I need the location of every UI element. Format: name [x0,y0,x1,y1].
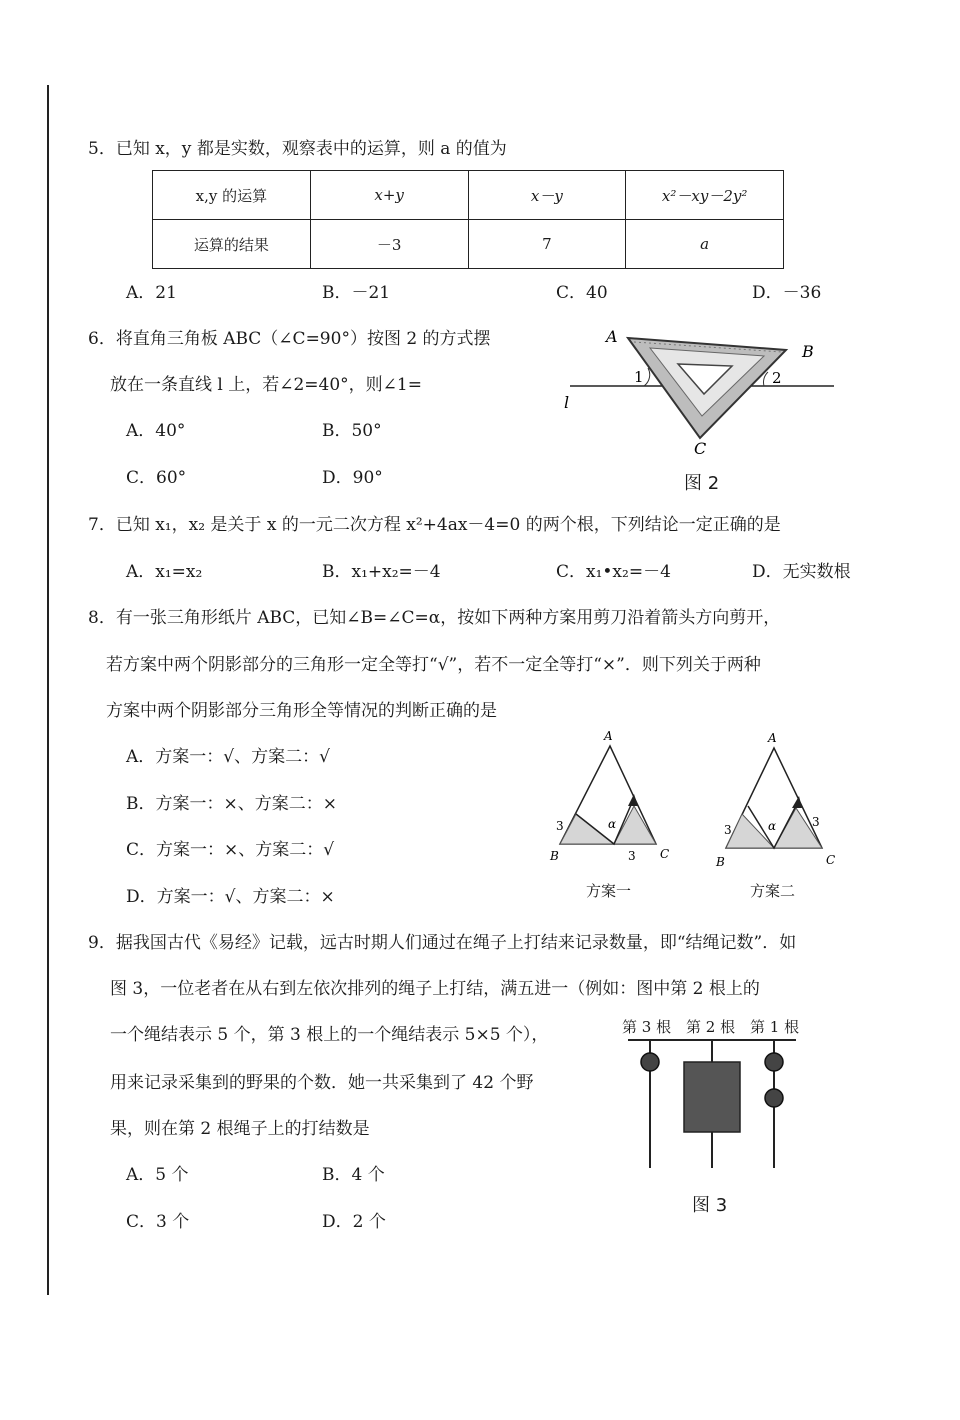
q5-option-d[interactable]: D．－36 [752,283,822,303]
scheme2-label-c: C [826,853,836,867]
q8-option-b[interactable]: B．方案一：×、方案二：× [126,794,337,814]
angle-1-arc [644,368,650,386]
q9-option-a[interactable]: A．5 个 [126,1165,189,1185]
operation-table [152,170,784,269]
scheme1-alpha: α [608,817,617,831]
rope-1-label: 第 1 根 [750,1018,800,1036]
q7-option-a[interactable]: A．x₁=x₂ [126,562,203,582]
table-cell: a [626,220,784,269]
label-b: B [802,342,814,361]
q9-option-b[interactable]: B．4 个 [322,1165,385,1185]
q9-stem-line2: 图 3，一位老者在从右到左依次排列的绳子上打结，满五进一（例如：图中第 2 根上的 [110,979,760,999]
q9-stem-line1: 9．据我国古代《易经》记载，远古时期人们通过在绳子上打结来记录数量，即“结绳记数”．如 [88,933,797,953]
rope-3-knot [641,1053,659,1071]
table-row [153,220,784,269]
angle-2-arc [763,372,768,386]
q5-stem: 5．已知 x，y 都是实数，观察表中的运算，则 a 的值为 [88,139,507,159]
q8-stem-line2: 若方案中两个阴影部分的三角形一定全等打“√”，若不一定全等打“×”．则下列关于两种 [106,655,761,675]
q9-stem-line5: 果，则在第 2 根绳子上的打结数是 [110,1119,370,1139]
q7-stem: 7．已知 x₁，x₂ 是关于 x 的一元二次方程 x²+4ax－4=0 的两个根，下列结论一定正确的是 [88,515,781,535]
scheme2-label-a: A [768,731,777,745]
scheme1-label-c: C [660,847,670,861]
scheme1-shaded-right [614,806,656,844]
table-cell: 7 [468,220,626,269]
scheme2-arrow-icon [792,796,802,808]
margin-line [47,85,49,1295]
rope-2-hidden-block [684,1062,740,1132]
q8-option-d[interactable]: D．方案一：√、方案二：× [126,887,335,907]
table-header-cell: x+y [310,171,468,220]
figure-3-knot-ropes [620,1036,810,1176]
rope-1-knot [765,1053,783,1071]
q7-option-c[interactable]: C．x₁•x₂=－4 [556,562,671,582]
figure-scheme-triangles [548,728,848,878]
q8-option-a[interactable]: A．方案一：√、方案二：√ [126,747,330,767]
table-header-cell: x,y 的运算 [153,171,311,220]
table-cell: 运算的结果 [153,220,311,269]
scheme2-side-3-left: 3 [724,823,732,837]
q6-stem-line2: 放在一条直线 l 上，若∠2=40°，则∠1= [110,375,422,395]
q6-option-a[interactable]: A．40° [126,421,186,441]
q5-option-c[interactable]: C．40 [556,283,608,303]
table-cell: －3 [310,220,468,269]
scheme2-label-b: B [716,855,725,869]
q8-stem-line1: 8．有一张三角形纸片 ABC，已知∠B=∠C=α，按如下两种方案用剪刀沿着箭头方向剪开， [88,608,781,628]
figure-3-caption: 图 3 [692,1195,728,1216]
label-a: A [606,327,618,346]
figure-2-caption: 图 2 [684,473,720,494]
rope-2-label: 第 2 根 [686,1018,736,1036]
angle-2-label: 2 [772,369,782,387]
q6-stem-line1: 6．将直角三角板 ABC（∠C=90°）按图 2 的方式摆 [88,329,491,349]
scheme2-side-3-right: 3 [812,815,820,829]
rope-3-label: 第 3 根 [622,1018,672,1036]
table-row [153,171,784,220]
q9-option-c[interactable]: C．3 个 [126,1212,190,1232]
q6-option-d[interactable]: D．90° [322,468,383,488]
label-c: C [694,439,707,458]
q5-option-a[interactable]: A．21 [126,283,177,303]
q7-option-d[interactable]: D．无实数根 [752,562,851,582]
scheme1-base-3: 3 [628,849,636,863]
scheme1-caption: 方案一 [586,882,632,900]
table-header-cell: x－y [468,171,626,220]
q9-stem-line3: 一个绳结表示 5 个，第 3 根上的一个绳结表示 5×5 个）， [110,1025,549,1045]
q5-option-b[interactable]: B．－21 [322,283,391,303]
scheme2-alpha: α [768,819,777,833]
q8-option-c[interactable]: C．方案一：×、方案二：√ [126,840,335,860]
q9-option-d[interactable]: D．2 个 [322,1212,386,1232]
scheme1-label-b: B [550,849,559,863]
q7-option-b[interactable]: B．x₁+x₂=－4 [322,562,441,582]
q6-option-c[interactable]: C．60° [126,468,187,488]
angle-1-label: 1 [634,368,644,386]
rope-1-knot [765,1089,783,1107]
figure-2-triangle-ruler [550,320,840,470]
q8-stem-line3: 方案中两个阴影部分三角形全等情况的判断正确的是 [106,701,497,721]
scheme1-side-3: 3 [556,819,564,833]
scheme2-caption: 方案二 [750,882,796,900]
scheme2-shaded-left [726,814,777,848]
scheme1-label-a: A [604,729,613,743]
table-header-cell: x²－xy－2y² [626,171,784,220]
label-l: l [564,393,570,412]
scheme1-shaded-left [560,814,617,844]
q6-option-b[interactable]: B．50° [322,421,382,441]
q9-stem-line4: 用来记录采集到的野果的个数．她一共采集到了 42 个野 [110,1073,534,1093]
